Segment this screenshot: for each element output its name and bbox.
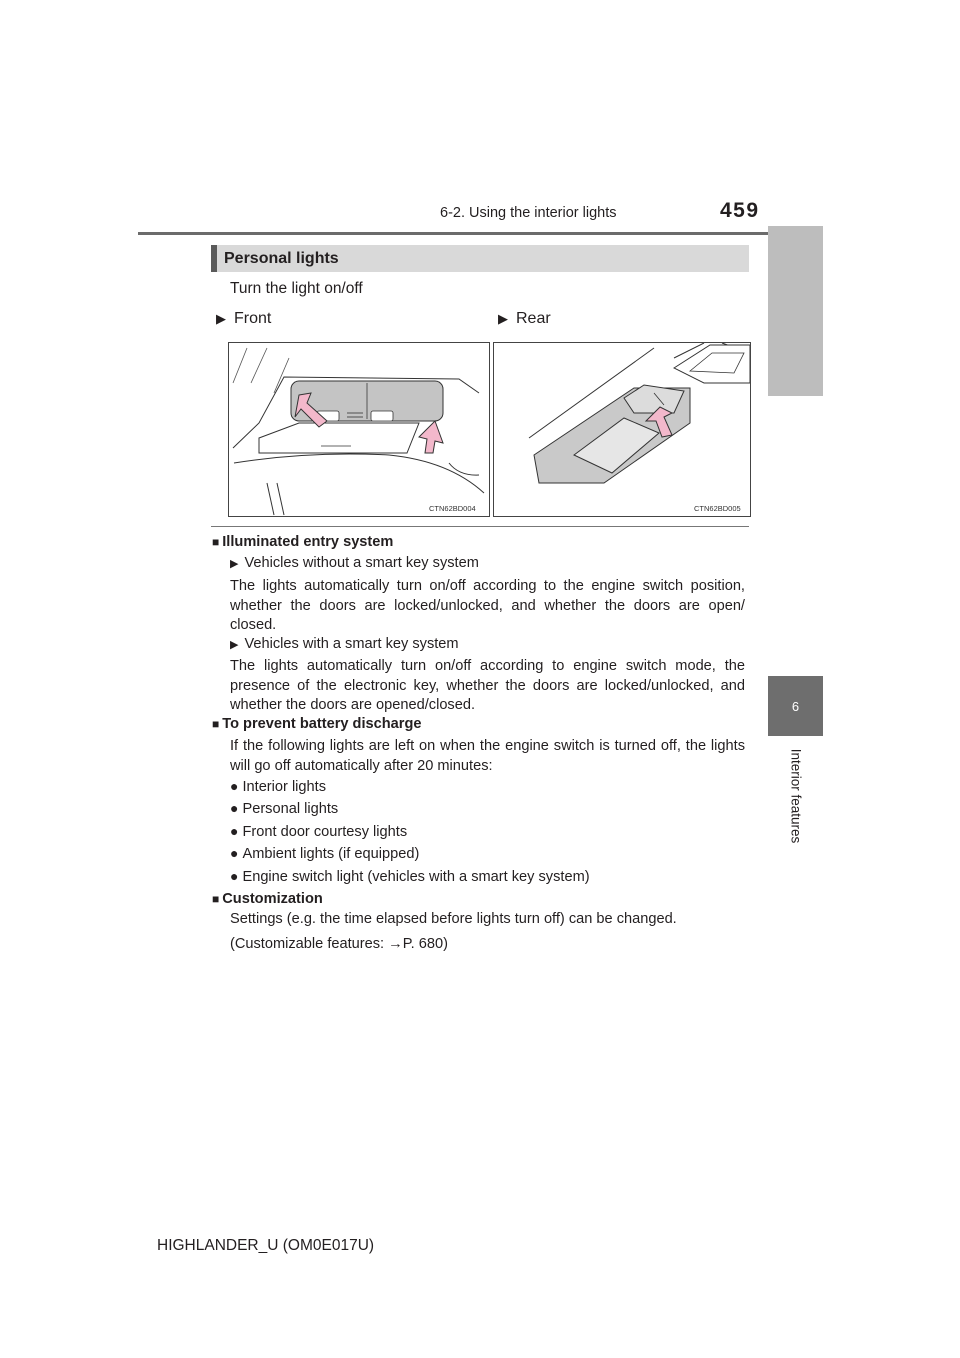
illuminated-entry-heading-text: Illuminated entry system	[222, 534, 394, 550]
rear-label-text: Rear	[516, 310, 551, 327]
bullet-item-text: Ambient lights (if equipped)	[242, 846, 420, 862]
bullet-dot-icon: ●	[230, 823, 239, 839]
bullet-item	[230, 799, 763, 820]
chapter-title-tab	[768, 736, 823, 856]
triangle-icon: ▶	[498, 311, 508, 326]
square-bullet-icon: ■	[212, 717, 220, 731]
bullet-item	[230, 867, 763, 888]
front-figure-code: CTN62BD004	[429, 504, 476, 513]
customization-paragraph: Settings (e.g. the time elapsed before lights turn off) can be changed.	[230, 911, 677, 927]
battery-heading	[212, 715, 745, 735]
bullet-dot-icon: ●	[230, 868, 239, 884]
illuminated-entry-heading	[212, 533, 745, 553]
customizable-features-reference[interactable]: (Customizable features: →P. 680)	[230, 936, 448, 952]
battery-heading-text: To prevent battery discharge	[222, 716, 422, 732]
customization-heading-text: Customization	[222, 891, 323, 907]
header-section-title: 6-2. Using the interior lights	[440, 205, 617, 221]
bullet-dot-icon: ●	[230, 778, 239, 794]
sub-note-with-smart-key	[230, 635, 763, 656]
front-label	[216, 310, 271, 328]
bullet-item	[230, 822, 763, 843]
square-bullet-icon: ■	[212, 892, 220, 906]
bullet-item-text: Personal lights	[242, 801, 339, 817]
instruction-text: Turn the light on/off	[230, 280, 363, 297]
chapter-number: 6	[791, 698, 800, 714]
rear-label	[498, 310, 551, 328]
side-tab-upper	[768, 226, 823, 396]
bullet-item	[230, 844, 763, 865]
sub-note-without-smart-key-text: Vehicles without a smart key system	[244, 555, 479, 571]
section-title: Personal lights	[224, 250, 339, 267]
battery-paragraph: If the following lights are left on when the engine switch is turned off, the lights will go off automatically after 20 minutes:	[230, 738, 745, 774]
sub-note-with-smart-key-text: Vehicles with a smart key system	[244, 636, 459, 652]
rear-personal-light-illustration	[494, 343, 750, 516]
bullet-item-text: Front door courtesy lights	[242, 824, 408, 840]
front-personal-light-illustration	[229, 343, 489, 516]
chapter-title: Interior features	[788, 748, 803, 844]
with-smart-key-paragraph: The lights automatically turn on/off according to engine switch mode, the presence of the electronic key, whether the doors are locked/unlocked, and whether the doors are opened/closed.	[230, 658, 745, 713]
square-bullet-icon: ■	[212, 535, 220, 549]
triangle-icon: ▶	[230, 558, 239, 570]
bullet-item-text: Interior lights	[242, 779, 327, 795]
rear-figure-code: CTN62BD005	[694, 504, 741, 513]
without-smart-key-paragraph: The lights automatically turn on/off according to the engine switch position, whether the doors are locked/unlocked, and whether the doors are open/ closed.	[230, 578, 745, 633]
triangle-icon: ▶	[230, 639, 239, 651]
bullet-item	[230, 777, 763, 798]
bullet-dot-icon: ●	[230, 845, 239, 861]
customization-heading	[212, 890, 745, 910]
bullet-item-text: Engine switch light (vehicles with a smart key system)	[242, 869, 590, 885]
header-rule	[138, 232, 822, 235]
section-divider	[211, 526, 749, 527]
footer-model-code: HIGHLANDER_U (OM0E017U)	[157, 1237, 375, 1254]
front-label-text: Front	[234, 310, 272, 327]
triangle-icon: ▶	[216, 311, 226, 326]
page-number: 459	[720, 199, 760, 222]
bullet-dot-icon: ●	[230, 800, 239, 816]
sub-note-without-smart-key	[230, 554, 763, 575]
